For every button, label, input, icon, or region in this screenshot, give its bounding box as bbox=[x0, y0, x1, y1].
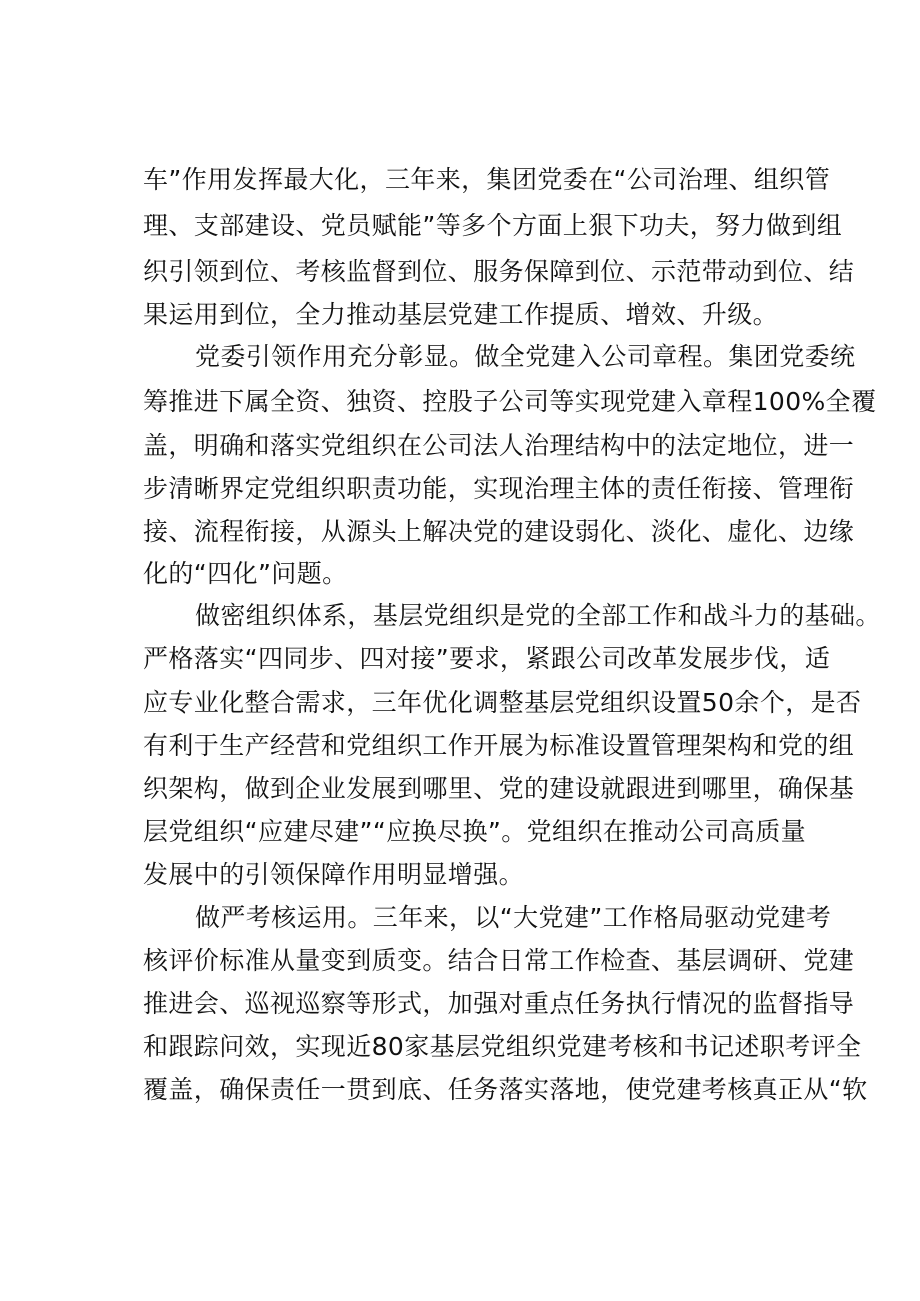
paragraph-first-line: 做严考核运用。三年来，以“大党建”工作格局驱动党建考 bbox=[195, 903, 832, 932]
text-line: 覆盖，确保责任一贯到底、任务落实落地，使党建考核真正从“软 bbox=[143, 1075, 868, 1104]
text-line: 织引领到位、考核监督到位、服务保障到位、示范带动到位、结 bbox=[143, 257, 855, 286]
text-line: 化的“四化”问题。 bbox=[143, 559, 348, 588]
text-line: 应专业化整合需求，三年优化调整基层党组织设置50余个，是否 bbox=[143, 688, 862, 717]
text-line: 推进会、巡视巡察等形式，加强对重点任务执行情况的监督指导 bbox=[143, 989, 855, 1018]
text-line: 有利于生产经营和党组织工作开展为标准设置管理架构和党的组 bbox=[143, 731, 855, 760]
text-line: 层党组织“应建尽建”“应换尽换”。党组织在推动公司高质量 bbox=[143, 817, 807, 846]
text-line: 核评价标准从量变到质变。结合日常工作检查、基层调研、党建 bbox=[143, 946, 855, 975]
text-line: 车”作用发挥最大化，三年来，集团党委在“公司治理、组织管 bbox=[143, 165, 831, 194]
text-line: 果运用到位，全力推动基层党建工作提质、增效、升级。 bbox=[143, 300, 779, 329]
paragraph-first-line: 做密组织体系，基层党组织是党的全部工作和战斗力的基础。 bbox=[195, 601, 881, 630]
text-line: 筹推进下属全资、独资、控股子公司等实现党建入章程100%全覆 bbox=[143, 387, 877, 416]
text-line: 接、流程衔接，从源头上解决党的建设弱化、淡化、虚化、边缘 bbox=[143, 517, 855, 546]
text-line: 理、支部建设、党员赋能”等多个方面上狠下功夫，努力做到组 bbox=[143, 211, 843, 240]
paragraph-first-line: 党委引领作用充分彰显。做全党建入公司章程。集团党委统 bbox=[195, 342, 856, 371]
text-line: 织架构，做到企业发展到哪里、党的建设就跟进到哪里，确保基 bbox=[143, 774, 855, 803]
text-line: 步清晰界定党组织职责功能，实现治理主体的责任衔接、管理衔 bbox=[143, 474, 855, 503]
text-line: 和跟踪问效，实现近80家基层党组织党建考核和书记述职考评全 bbox=[143, 1032, 862, 1061]
text-line: 严格落实“四同步、四对接”要求，紧跟公司改革发展步伐，适 bbox=[143, 644, 831, 673]
text-line: 发展中的引领保障作用明显增强。 bbox=[143, 860, 525, 889]
text-line: 盖，明确和落实党组织在公司法人治理结构中的法定地位，进一 bbox=[143, 431, 855, 460]
